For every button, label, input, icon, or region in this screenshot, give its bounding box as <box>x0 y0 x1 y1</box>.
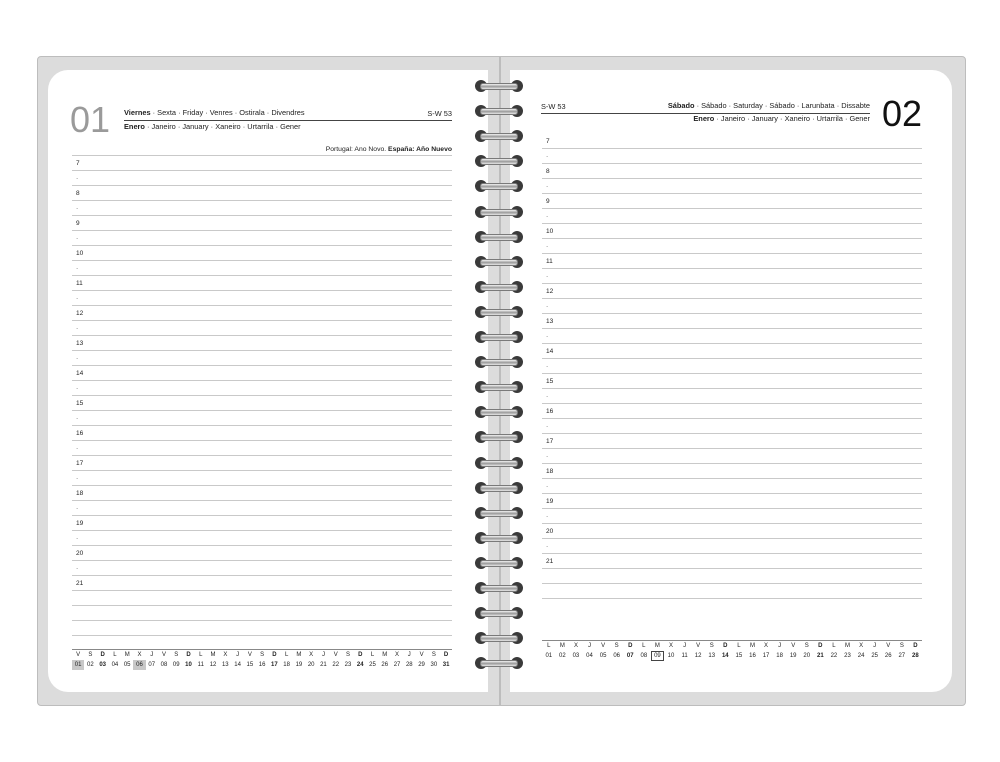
hour-line[interactable] <box>542 164 922 179</box>
hour-label: 18 <box>76 490 84 497</box>
hour-label: 7 <box>546 138 550 145</box>
calendar-day[interactable]: 31 <box>442 662 450 668</box>
weekday-line <box>124 108 305 118</box>
hour-line[interactable] <box>542 299 922 314</box>
month-translations: · Janeiro · January · Xaneiro · Urtarrila · Gener <box>144 122 301 131</box>
calendar-weekday: D <box>913 643 918 649</box>
calendar-weekday: J <box>778 643 782 649</box>
hour-line[interactable] <box>72 411 452 426</box>
hour-line[interactable] <box>72 576 452 591</box>
calendar-day[interactable]: 21 <box>817 653 824 659</box>
hour-line[interactable] <box>542 479 922 494</box>
calendar-weekday: S <box>614 643 619 649</box>
hour-label: · <box>546 543 549 550</box>
calendar-weekday: L <box>113 652 117 658</box>
calendar-weekday: L <box>642 643 646 649</box>
calendar-day[interactable]: 30 <box>430 662 438 668</box>
hour-label: 16 <box>546 408 554 415</box>
calendar-day[interactable]: 15 <box>735 653 743 659</box>
calendar-weekday: V <box>247 652 252 658</box>
binding-ring <box>472 505 526 521</box>
hour-line[interactable] <box>72 456 452 471</box>
calendar-weekday: D <box>818 643 823 649</box>
calendar-day[interactable]: 26 <box>381 662 389 668</box>
calendar-day[interactable]: 26 <box>884 653 892 659</box>
binding-ring <box>472 455 526 471</box>
hour-label: · <box>76 355 79 362</box>
calendar-day[interactable]: 03 <box>572 653 580 659</box>
month-calendar <box>542 640 922 661</box>
hour-label: 17 <box>76 460 84 467</box>
calendar-weekday: J <box>407 652 411 658</box>
holiday-note <box>326 146 452 153</box>
binding-ring <box>472 655 526 671</box>
hour-label: 11 <box>546 258 553 265</box>
hour-line[interactable] <box>542 419 922 434</box>
calendar-weekday: D <box>100 652 105 658</box>
calendar-weekday: M <box>210 652 216 658</box>
calendar-day[interactable]: 25 <box>871 653 878 659</box>
hour-label: · <box>76 565 79 572</box>
binding-ring <box>472 178 526 194</box>
calendar-day[interactable]: 27 <box>898 653 906 659</box>
hour-label: · <box>76 175 79 182</box>
calendar-day[interactable]: 24 <box>356 662 364 668</box>
calendar-weekday: D <box>186 652 191 658</box>
hour-line[interactable] <box>72 276 452 291</box>
holiday-spain: España: Año Nuevo <box>388 146 452 153</box>
calendar-day[interactable]: 15 <box>246 662 254 668</box>
calendar-day[interactable]: 09 <box>172 662 180 668</box>
calendar-weekday: J <box>236 652 240 658</box>
day-number: 02 <box>881 93 922 134</box>
hour-line[interactable] <box>542 254 922 269</box>
hour-line[interactable] <box>542 569 922 584</box>
hour-line[interactable] <box>542 149 922 164</box>
binding-ring <box>472 555 526 571</box>
hour-line[interactable] <box>72 291 452 306</box>
hour-line[interactable] <box>72 426 452 441</box>
week-label: S-W 53 <box>541 102 566 111</box>
calendar-day[interactable]: 13 <box>221 662 229 668</box>
hour-line[interactable] <box>542 404 922 419</box>
binding-ring <box>472 480 526 496</box>
hour-label: · <box>546 273 549 280</box>
calendar-weekday: M <box>124 652 130 658</box>
calendar-day[interactable]: 16 <box>258 662 266 668</box>
calendar-weekday: M <box>382 652 388 658</box>
calendar-weekday: X <box>223 652 228 658</box>
calendar-day[interactable]: 10 <box>667 653 675 659</box>
hour-label: 12 <box>76 310 84 317</box>
hour-label: 8 <box>546 168 550 175</box>
calendar-weekday: X <box>309 652 314 658</box>
hour-label: · <box>76 205 79 212</box>
calendar-weekday: L <box>547 643 551 649</box>
calendar-day[interactable]: 23 <box>844 653 851 659</box>
hour-label: 13 <box>546 318 554 325</box>
hour-line[interactable] <box>72 186 452 201</box>
calendar-day[interactable]: 29 <box>418 662 425 668</box>
binding-ring <box>472 429 526 445</box>
calendar-weekday: V <box>696 643 701 649</box>
calendar-weekday: S <box>345 652 350 658</box>
calendar-weekday: J <box>873 643 877 649</box>
hour-line[interactable] <box>542 389 922 404</box>
hour-label: · <box>76 475 79 482</box>
calendar-weekday: V <box>161 652 166 658</box>
hour-label: · <box>76 445 79 452</box>
calendar-day[interactable]: 27 <box>393 662 401 668</box>
calendar-day[interactable]: 04 <box>586 653 593 659</box>
hour-line[interactable] <box>72 231 452 246</box>
hour-line[interactable] <box>542 494 922 509</box>
hour-line[interactable] <box>72 501 452 516</box>
hour-line[interactable] <box>72 396 452 411</box>
calendar-weekday: V <box>601 643 606 649</box>
hour-label: · <box>546 363 549 370</box>
hour-label: · <box>546 243 549 250</box>
weekday-translations: · Sexta · Friday · Venres · Ostirala · Divendres <box>150 108 305 117</box>
hour-line[interactable] <box>72 606 452 621</box>
calendar-day[interactable]: 12 <box>209 662 217 668</box>
month-calendar <box>72 649 452 670</box>
binding-ring <box>472 103 526 119</box>
hour-label: 21 <box>76 580 84 587</box>
hour-line[interactable] <box>542 554 922 569</box>
calendar-weekday: J <box>683 643 687 649</box>
hour-line[interactable] <box>72 351 452 366</box>
hour-line[interactable] <box>542 179 922 194</box>
hour-label: 17 <box>546 438 554 445</box>
hour-line[interactable] <box>72 621 452 636</box>
calendar-weekday: M <box>654 643 660 649</box>
hour-label: · <box>546 483 549 490</box>
hour-label: 9 <box>76 220 80 227</box>
calendar-weekday: S <box>431 652 436 658</box>
calendar-weekday: X <box>859 643 864 649</box>
hour-label: · <box>76 385 79 392</box>
hour-line[interactable] <box>542 464 922 479</box>
calendar-weekday: M <box>845 643 850 649</box>
hour-line[interactable] <box>72 171 452 186</box>
calendar-day[interactable]: 02 <box>559 653 566 659</box>
hour-label: · <box>76 265 79 272</box>
hour-label: 15 <box>546 378 554 385</box>
calendar-day[interactable]: 20 <box>803 653 811 659</box>
calendar-weekdays <box>542 640 922 651</box>
hour-label: · <box>76 415 79 422</box>
hour-line[interactable] <box>542 524 922 539</box>
header-rule <box>124 120 452 121</box>
calendar-day[interactable]: 28 <box>912 653 919 659</box>
spiral-binding <box>472 78 526 678</box>
hour-line[interactable] <box>542 509 922 524</box>
hour-line[interactable] <box>542 359 922 374</box>
calendar-weekday: X <box>668 643 673 649</box>
calendar-day[interactable]: 21 <box>320 662 327 668</box>
calendar-weekday: J <box>321 652 325 658</box>
calendar-weekday: D <box>723 643 728 649</box>
hour-line[interactable] <box>72 531 452 546</box>
weekday-name: Viernes <box>124 108 151 117</box>
calendar-day[interactable]: 25 <box>369 662 376 668</box>
calendar-weekday: S <box>804 643 809 649</box>
calendar-weekday: S <box>899 643 904 649</box>
hour-line[interactable] <box>542 374 922 389</box>
calendar-weekday: S <box>709 643 714 649</box>
calendar-day[interactable]: 17 <box>762 653 770 659</box>
calendar-day[interactable]: 08 <box>640 653 648 659</box>
calendar-weekday: M <box>296 652 302 658</box>
calendar-weekday: V <box>76 652 81 658</box>
hour-label: 10 <box>76 250 84 257</box>
hour-line[interactable] <box>542 269 922 284</box>
calendar-weekday: S <box>88 652 93 658</box>
hour-line[interactable] <box>72 516 452 531</box>
hour-line[interactable] <box>542 209 922 224</box>
binding-ring <box>472 329 526 345</box>
left-page <box>48 70 488 692</box>
hour-line[interactable] <box>542 344 922 359</box>
calendar-day[interactable]: 22 <box>830 653 838 659</box>
calendar-day[interactable]: 13 <box>708 653 716 659</box>
calendar-weekday: M <box>559 643 565 649</box>
calendar-day[interactable]: 07 <box>626 653 634 659</box>
hour-label: 19 <box>546 498 554 505</box>
weekday-translations: · Sábado · Saturday · Sábado · Larunbata · Dissabte <box>694 101 870 110</box>
calendar-day[interactable]: 05 <box>123 662 131 668</box>
calendar-weekday: J <box>150 652 154 658</box>
calendar-day[interactable]: 20 <box>307 662 315 668</box>
hour-label: 21 <box>546 558 554 565</box>
binding-ring <box>472 404 526 420</box>
calendar-weekday: L <box>284 652 289 658</box>
calendar-weekday: L <box>370 652 375 658</box>
right-page <box>510 70 952 692</box>
calendar-day[interactable]: 18 <box>283 662 290 668</box>
binding-ring <box>472 128 526 144</box>
hour-line[interactable] <box>542 314 922 329</box>
hour-line[interactable] <box>72 156 452 171</box>
hour-label: · <box>76 235 79 242</box>
hour-line[interactable] <box>542 449 922 464</box>
hour-line[interactable] <box>72 216 452 231</box>
calendar-weekday: L <box>832 643 836 649</box>
hour-line[interactable] <box>72 261 452 276</box>
week-label: S-W 53 <box>427 109 452 118</box>
calendar-days <box>72 660 452 670</box>
hour-label: · <box>76 535 79 542</box>
calendar-day[interactable]: 14 <box>234 662 241 668</box>
day-number: 01 <box>70 99 111 140</box>
holiday-portugal: Portugal: Ano Novo. <box>325 146 389 153</box>
hour-label: · <box>546 453 549 460</box>
hour-label: · <box>546 423 549 430</box>
calendar-weekday: L <box>199 652 203 658</box>
calendar-weekday: V <box>419 652 424 658</box>
month-line <box>124 122 301 132</box>
hour-line[interactable] <box>542 239 922 254</box>
calendar-day[interactable]: 22 <box>332 662 340 668</box>
hour-label: 12 <box>546 288 554 295</box>
calendar-day[interactable]: 19 <box>295 662 303 668</box>
calendar-day[interactable]: 01 <box>72 660 84 670</box>
month-line <box>693 114 870 124</box>
hour-line[interactable] <box>72 321 452 336</box>
hour-line[interactable] <box>72 366 452 381</box>
hour-line[interactable] <box>72 201 452 216</box>
binding-ring <box>472 605 526 621</box>
hour-label: 18 <box>546 468 554 475</box>
calendar-day[interactable]: 04 <box>111 662 119 668</box>
calendar-day[interactable]: 24 <box>857 653 865 659</box>
calendar-day[interactable]: 06 <box>133 660 145 670</box>
hour-label: · <box>76 295 79 302</box>
month-name: Enero <box>124 122 145 131</box>
calendar-day[interactable]: 07 <box>148 662 156 668</box>
hour-label: · <box>546 213 549 220</box>
hour-label: 14 <box>546 348 554 355</box>
hour-label: 19 <box>76 520 84 527</box>
binding-ring <box>472 78 526 94</box>
month-translations: · Janeiro · January · Xaneiro · Urtarrila · Gener <box>714 114 870 123</box>
hour-label: · <box>546 333 549 340</box>
weekday-name: Sábado <box>667 101 695 110</box>
hour-label: 20 <box>546 528 554 535</box>
hour-label: · <box>76 505 79 512</box>
hour-line[interactable] <box>72 591 452 606</box>
binding-ring <box>472 153 526 169</box>
calendar-day[interactable]: 01 <box>545 653 553 659</box>
calendar-day[interactable]: 18 <box>776 653 783 659</box>
calendar-day[interactable]: 05 <box>599 653 607 659</box>
binding-ring <box>472 279 526 295</box>
calendar-weekday: X <box>764 643 769 649</box>
hour-line[interactable] <box>542 329 922 344</box>
hour-label: 14 <box>76 370 84 377</box>
binding-ring <box>472 304 526 320</box>
calendar-weekday: V <box>791 643 796 649</box>
binding-ring <box>472 379 526 395</box>
hour-label: · <box>546 153 549 160</box>
weekday-line <box>668 101 870 111</box>
calendar-weekdays <box>72 649 452 660</box>
hour-label: · <box>76 325 79 332</box>
hour-lines <box>72 155 452 636</box>
calendar-weekday: X <box>137 652 142 658</box>
hour-line[interactable] <box>72 246 452 261</box>
calendar-day[interactable]: 28 <box>405 662 413 668</box>
hour-label: 16 <box>76 430 84 437</box>
hour-line[interactable] <box>72 441 452 456</box>
hour-line[interactable] <box>542 584 922 599</box>
calendar-weekday: D <box>443 652 449 658</box>
binding-ring <box>472 580 526 596</box>
hour-label: 13 <box>76 340 84 347</box>
calendar-day[interactable]: 10 <box>185 662 192 668</box>
binding-ring <box>472 204 526 220</box>
hour-label: · <box>546 393 549 400</box>
hour-label: 8 <box>76 190 80 197</box>
calendar-weekday: D <box>272 652 277 658</box>
calendar-weekday: J <box>588 643 592 649</box>
hour-line[interactable] <box>72 381 452 396</box>
calendar-weekday: V <box>886 643 891 649</box>
hour-line[interactable] <box>72 336 452 351</box>
hour-line[interactable] <box>72 471 452 486</box>
calendar-day[interactable]: 08 <box>160 662 168 668</box>
calendar-day[interactable]: 02 <box>87 662 94 668</box>
calendar-weekday: D <box>358 652 363 658</box>
hour-line[interactable] <box>542 224 922 239</box>
binding-ring <box>472 354 526 370</box>
binding-ring <box>472 530 526 546</box>
calendar-day[interactable]: 06 <box>613 653 621 659</box>
hour-line[interactable] <box>542 134 922 149</box>
calendar-days <box>542 651 922 661</box>
hour-lines <box>542 134 922 599</box>
hour-line[interactable] <box>72 561 452 576</box>
calendar-day[interactable]: 17 <box>271 662 278 668</box>
hour-line[interactable] <box>542 284 922 299</box>
month-name: Enero <box>693 114 715 123</box>
calendar-day[interactable]: 23 <box>344 662 352 668</box>
hour-line[interactable] <box>72 306 452 321</box>
binding-ring <box>472 254 526 270</box>
calendar-weekday: S <box>174 652 179 658</box>
hour-label: 10 <box>546 228 554 235</box>
hour-line[interactable] <box>72 486 452 501</box>
calendar-weekday: M <box>749 643 755 649</box>
hour-line[interactable] <box>542 539 922 554</box>
calendar-weekday: X <box>395 652 400 658</box>
calendar-day[interactable]: 11 <box>197 662 204 668</box>
calendar-weekday: X <box>573 643 578 649</box>
hour-label: 20 <box>76 550 84 557</box>
calendar-day[interactable]: 14 <box>721 653 729 659</box>
hour-label: 11 <box>76 280 83 287</box>
calendar-day[interactable]: 19 <box>789 653 797 659</box>
binding-ring <box>472 630 526 646</box>
hour-label: · <box>546 303 549 310</box>
hour-label: 7 <box>76 160 80 167</box>
hour-label: · <box>546 183 549 190</box>
hour-line[interactable] <box>542 434 922 449</box>
binding-ring <box>472 229 526 245</box>
calendar-weekday: D <box>628 643 633 649</box>
hour-line[interactable] <box>542 194 922 209</box>
calendar-day[interactable]: 03 <box>99 662 106 668</box>
calendar-day[interactable]: 16 <box>749 653 756 659</box>
hour-label: 15 <box>76 400 84 407</box>
hour-label: · <box>546 513 549 520</box>
calendar-weekday: V <box>333 652 338 658</box>
calendar-weekday: S <box>260 652 265 658</box>
calendar-day[interactable]: 09 <box>651 651 665 661</box>
calendar-day[interactable]: 11 <box>681 653 688 659</box>
calendar-weekday: L <box>737 643 741 649</box>
hour-line[interactable] <box>72 546 452 561</box>
calendar-day[interactable]: 12 <box>694 653 702 659</box>
hour-label: 9 <box>546 198 550 205</box>
